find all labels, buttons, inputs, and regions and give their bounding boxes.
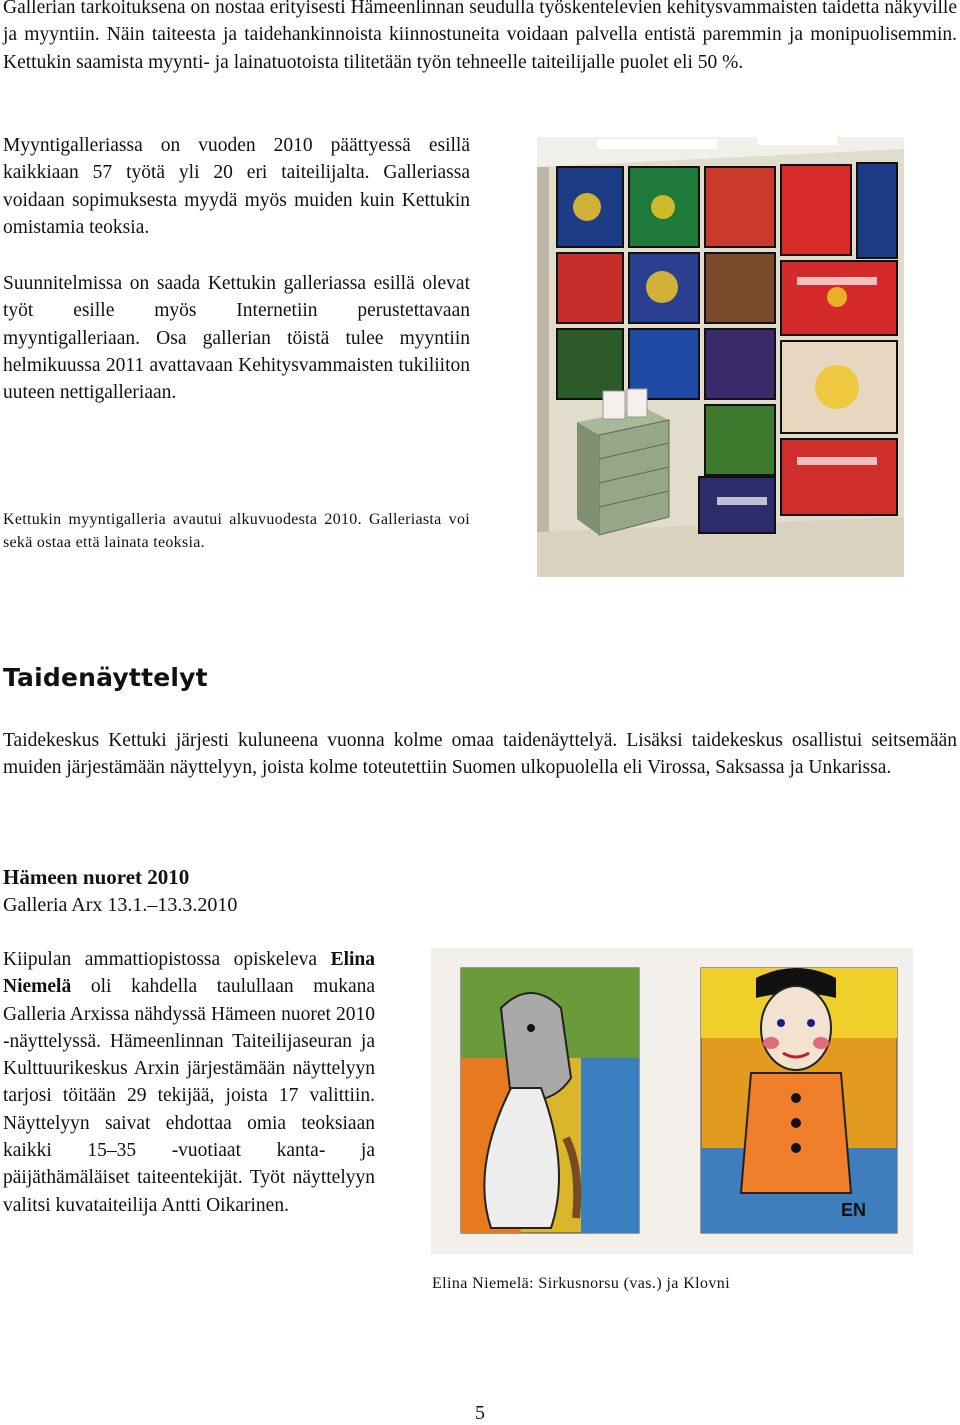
section-heading: Taidenäyttelyt bbox=[3, 663, 208, 692]
painting-signature: EN bbox=[841, 1200, 867, 1220]
gallery-wall-photo bbox=[537, 137, 904, 577]
gallery-paragraph-1: Myyntigalleriassa on vuoden 2010 päättyessä esillä kaikkiaan 57 työtä yli 20 eri taiteilijalta. Galleriassa voidaan sopimuksesta myydä myös muiden kuin Kettukin omistamia teoksia. bbox=[3, 135, 470, 238]
intro-paragraph: Gallerian tarkoituksena on nostaa erityisesti Hämeenlinnan seudulla työskentelevien kehitysvammaisten taidetta näkyville ja myyntiin. Näin taiteesta ja taidehankinnoista kiinnostuneita voidaan palvella entistä paremmin ja monipuolisemmin. Kettukin saamista myynti- ja lainatuotoista tilitetään työn tehneelle taiteilijalle puolet eli 50 %. bbox=[3, 0, 957, 73]
paintings-caption: Elina Niemelä: Sirkusnorsu (vas.) ja Klovni bbox=[432, 1275, 731, 1292]
exhibition-text-after: oli kahdella taulullaan mukana Galleria Arxissa nähdyssä Hämeen nuoret 2010 -näyttelyssä. Hämeenlinnan Taiteilijaseuran ja Kulttuurikeskus Arxin järjestämään näyttelyyn tarjosi töitään 29 tekijää, joista 17 valittiin. Näyttelyyn saivat ehdottaa omia teoksiaan kaikki 15–35 -vuotiaat kanta- ja päijäthämäläiset taiteentekijät. Työt näyttelyyn valitsi kuvataiteilija Antti Oikarinen. bbox=[3, 976, 375, 1216]
exhibition-venue-date: Galleria Arx 13.1.–13.3.2010 bbox=[3, 894, 238, 916]
exhibition-text-before: Kiipulan ammattiopistossa opiskeleva bbox=[3, 949, 331, 970]
page-number: 5 bbox=[475, 1402, 485, 1424]
section-paragraph: Taidekeskus Kettuki järjesti kuluneena vuonna kolme omaa taidenäyttelyä. Lisäksi taidekeskus osallistui seitsemään muiden järjestämään näyttelyyn, joista kolme toteutettiin Suomen ulkopuolella eli Virossa, Saksassa ja Unkarissa. bbox=[3, 730, 957, 779]
artist-name: Elina Niemelä bbox=[3, 949, 375, 998]
exhibition-paragraph bbox=[3, 946, 375, 1219]
gallery-photo-caption: Kettukin myyntigalleria avautui alkuvuodesta 2010. Galleriasta voi sekä ostaa että lainata teoksia. bbox=[3, 511, 470, 551]
exhibition-title: Hämeen nuoret 2010 bbox=[3, 865, 190, 889]
paintings-photo bbox=[431, 948, 913, 1254]
gallery-paragraph-2: Suunnitelmissa on saada Kettukin galleriassa esillä olevat työt esille myös Internetiin perustettavaan myyntigalleriaan. Osa gallerian töistä tulee myyntiin helmikuussa 2011 avattavaan Kehitysvammaisten tukiliiton uuteen nettigalleriaan. bbox=[3, 273, 470, 404]
